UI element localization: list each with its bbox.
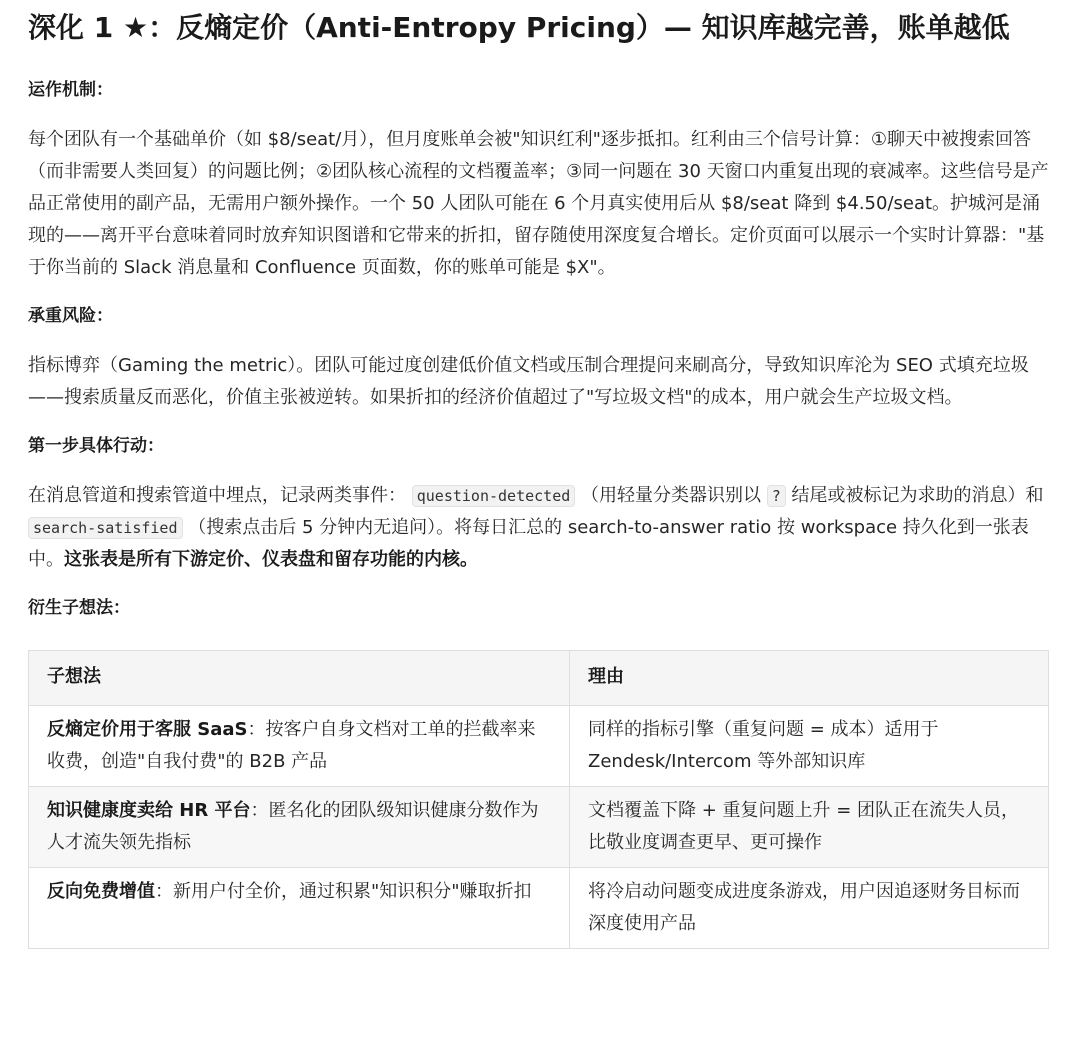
header-reason: 理由: [570, 651, 1049, 706]
first-step-paragraph: [28, 480, 1050, 576]
reason-cell: 文档覆盖下降 + 重复问题上升 = 团队正在流失人员，比敬业度调查更早、更可操作: [570, 787, 1049, 868]
first-step-label: 第一步具体行动：: [28, 436, 164, 456]
first-step-text-1: 在消息管道和搜索管道中埋点，记录两类事件：: [28, 485, 406, 506]
header-idea: 子想法: [29, 651, 570, 706]
table-header-row: [29, 651, 1049, 706]
derived-ideas-table: [28, 650, 1049, 949]
page-title: 深化 1 ★：反熵定价（Anti-Entropy Pricing）— 知识库越完善，账单越低: [28, 11, 1010, 44]
first-step-text-2: （用轻量分类器识别以: [581, 485, 761, 506]
mechanism-section: [28, 76, 1050, 284]
code-search-satisfied: search-satisfied: [28, 517, 183, 539]
idea-title: 知识健康度卖给 HR 平台: [47, 800, 251, 821]
idea-description: ：新用户付全价，通过积累"知识积分"赚取折扣: [155, 881, 532, 902]
first-step-section: [28, 432, 1050, 576]
idea-cell: [29, 868, 570, 949]
idea-title: 反熵定价用于客服 SaaS: [47, 719, 248, 740]
first-step-bold: 这张表是所有下游定价、仪表盘和留存功能的内核。: [64, 549, 478, 570]
first-step-text-4: （搜索点击后 5 分钟内无追问）。将每日汇总的 search-to-answer ratio 按 workspace 持久化到一张表中。: [28, 517, 1029, 570]
derived-section: [28, 594, 1050, 949]
idea-description: ：按客户自身文档对工单的拦截率来收费，创造"自我付费"的 B2B 产品: [47, 719, 536, 772]
code-question-mark: ?: [767, 485, 786, 507]
mechanism-label: 运作机制：: [28, 80, 113, 100]
reason-cell: 同样的指标引擎（重复问题 = 成本）适用于 Zendesk/Intercom 等外部知识库: [570, 706, 1049, 787]
table-row: [29, 868, 1049, 949]
risk-section: [28, 302, 1050, 414]
table-row: [29, 706, 1049, 787]
idea-cell: [29, 706, 570, 787]
idea-title: 反向免费增值: [47, 881, 155, 902]
idea-description: ：匿名化的团队级知识健康分数作为人才流失领先指标: [47, 800, 539, 853]
document-page: [28, 0, 1050, 949]
derived-label: 衍生子想法：: [28, 598, 130, 618]
idea-cell: [29, 787, 570, 868]
code-question-detected: question-detected: [412, 485, 576, 507]
table-row: [29, 787, 1049, 868]
reason-cell: 将冷启动问题变成进度条游戏，用户因追逐财务目标而深度使用产品: [570, 868, 1049, 949]
risk-paragraph: 指标博弈（Gaming the metric）。团队可能过度创建低价值文档或压制合理提问来刷高分，导致知识库沦为 SEO 式填充垃圾——搜索质量反而恶化，价值主张被逆转。如果折扣的经济价值超过了"写垃圾文档"的成本，用户就会生产垃圾文档。: [28, 355, 1029, 408]
mechanism-paragraph: 每个团队有一个基础单价（如 $8/seat/月），但月度账单会被"知识红利"逐步抵扣。红利由三个信号计算：①聊天中被搜索回答（而非需要人类回复）的问题比例；②团队核心流程的文档覆盖率；③同一问题在 30 天窗口内重复出现的衰减率。这些信号是产品正常使用的副产品，无需用户额外操作。一个 50 人团队可能在 6 个月真实使用后从 $8/seat 降到 $4.50/seat。护城河是涌现的——离开平台意味着同时放弃知识图谱和它带来的折扣，留存随使用深度复合增长。定价页面可以展示一个实时计算器："基于你当前的 Slack 消息量和 Confluence 页面数，你的账单可能是 $X"。: [28, 129, 1049, 278]
risk-label: 承重风险：: [28, 306, 113, 326]
first-step-text-3: 结尾或被标记为求助的消息）和: [791, 485, 1044, 506]
